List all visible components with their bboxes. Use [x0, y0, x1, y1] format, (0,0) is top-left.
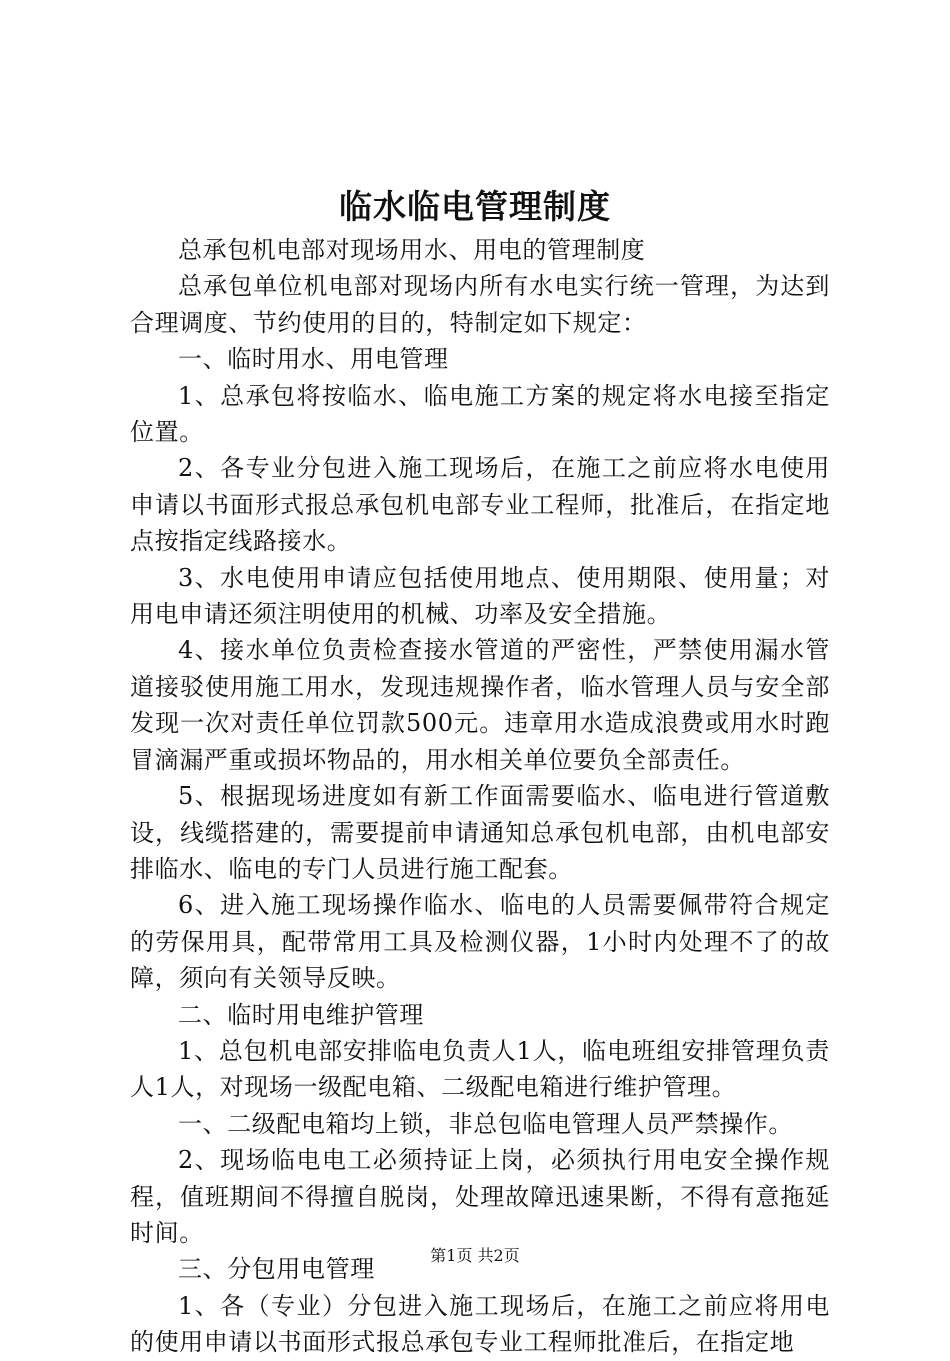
paragraph: 4、接水单位负责检查接水管道的严密性，严禁使用漏水管道接驳使用施工用水，发现违规操作者，临水管理人员与安全部发现一次对责任单位罚款500元。违章用水造成浪费或用水时跑冒滴漏严重或损坏物品的，用水相关单位要负全部责任。 — [130, 636, 830, 774]
section-heading-2: 二、临时用电维护管理 — [178, 1000, 424, 1029]
paragraph: 6、进入施工现场操作临水、临电的人员需要佩带符合规定的劳保用具，配带常用工具及检测仪器，1小时内处理不了的故障，须向有关领导反映。 — [130, 891, 830, 993]
section-heading-1: 一、临时用水、用电管理 — [178, 345, 449, 374]
paragraph: 1、总包机电部安排临电负责人1人，临电班组安排管理负责人1人，对现场一级配电箱、二级配电箱进行维护管理。 — [130, 1036, 830, 1102]
paragraph: 1、各（专业）分包进入施工现场后，在施工之前应将用电的使用申请以书面形式报总承包专业工程师批准后，在指定地 — [130, 1291, 830, 1357]
paragraph-intro: 总承包单位机电部对现场内所有水电实行统一管理，为达到合理调度、节约使用的目的，特制定如下规定： — [130, 272, 830, 337]
paragraph: 2、各专业分包进入施工现场后，在施工之前应将水电使用申请以书面形式报总承包机电部专业工程师，批准后，在指定地点按指定线路接水。 — [130, 454, 830, 556]
page-footer: 第1页 共2页 — [430, 1246, 520, 1265]
paragraph-subtitle: 总承包机电部对现场用水、用电的管理制度 — [178, 236, 646, 264]
paragraph: 5、根据现场进度如有新工作面需要临水、临电进行管道敷设，线缆搭建的，需要提前申请通知总承包机电部，由机电部安排临水、临电的专门人员进行施工配套。 — [130, 782, 830, 883]
document-body — [130, 232, 830, 1361]
paragraph: 2、现场临电电工必须持证上岗，必须执行用电安全操作规程，值班期间不得擅自脱岗，处理故障迅速果断，不得有意拖延时间。 — [130, 1146, 830, 1247]
paragraph: 3、水电使用申请应包括使用地点、使用期限、使用量；对用电申请还须注明使用的机械、功率及安全措施。 — [130, 563, 830, 629]
paragraph: 一、二级配电箱均上锁，非总包临电管理人员严禁操作。 — [178, 1109, 793, 1138]
section-heading-3: 三、分包用电管理 — [178, 1255, 375, 1284]
paragraph: 1、总承包将按临水、临电施工方案的规定将水电接至指定位置。 — [130, 381, 830, 447]
document-title: 临水临电管理制度 — [339, 187, 611, 226]
